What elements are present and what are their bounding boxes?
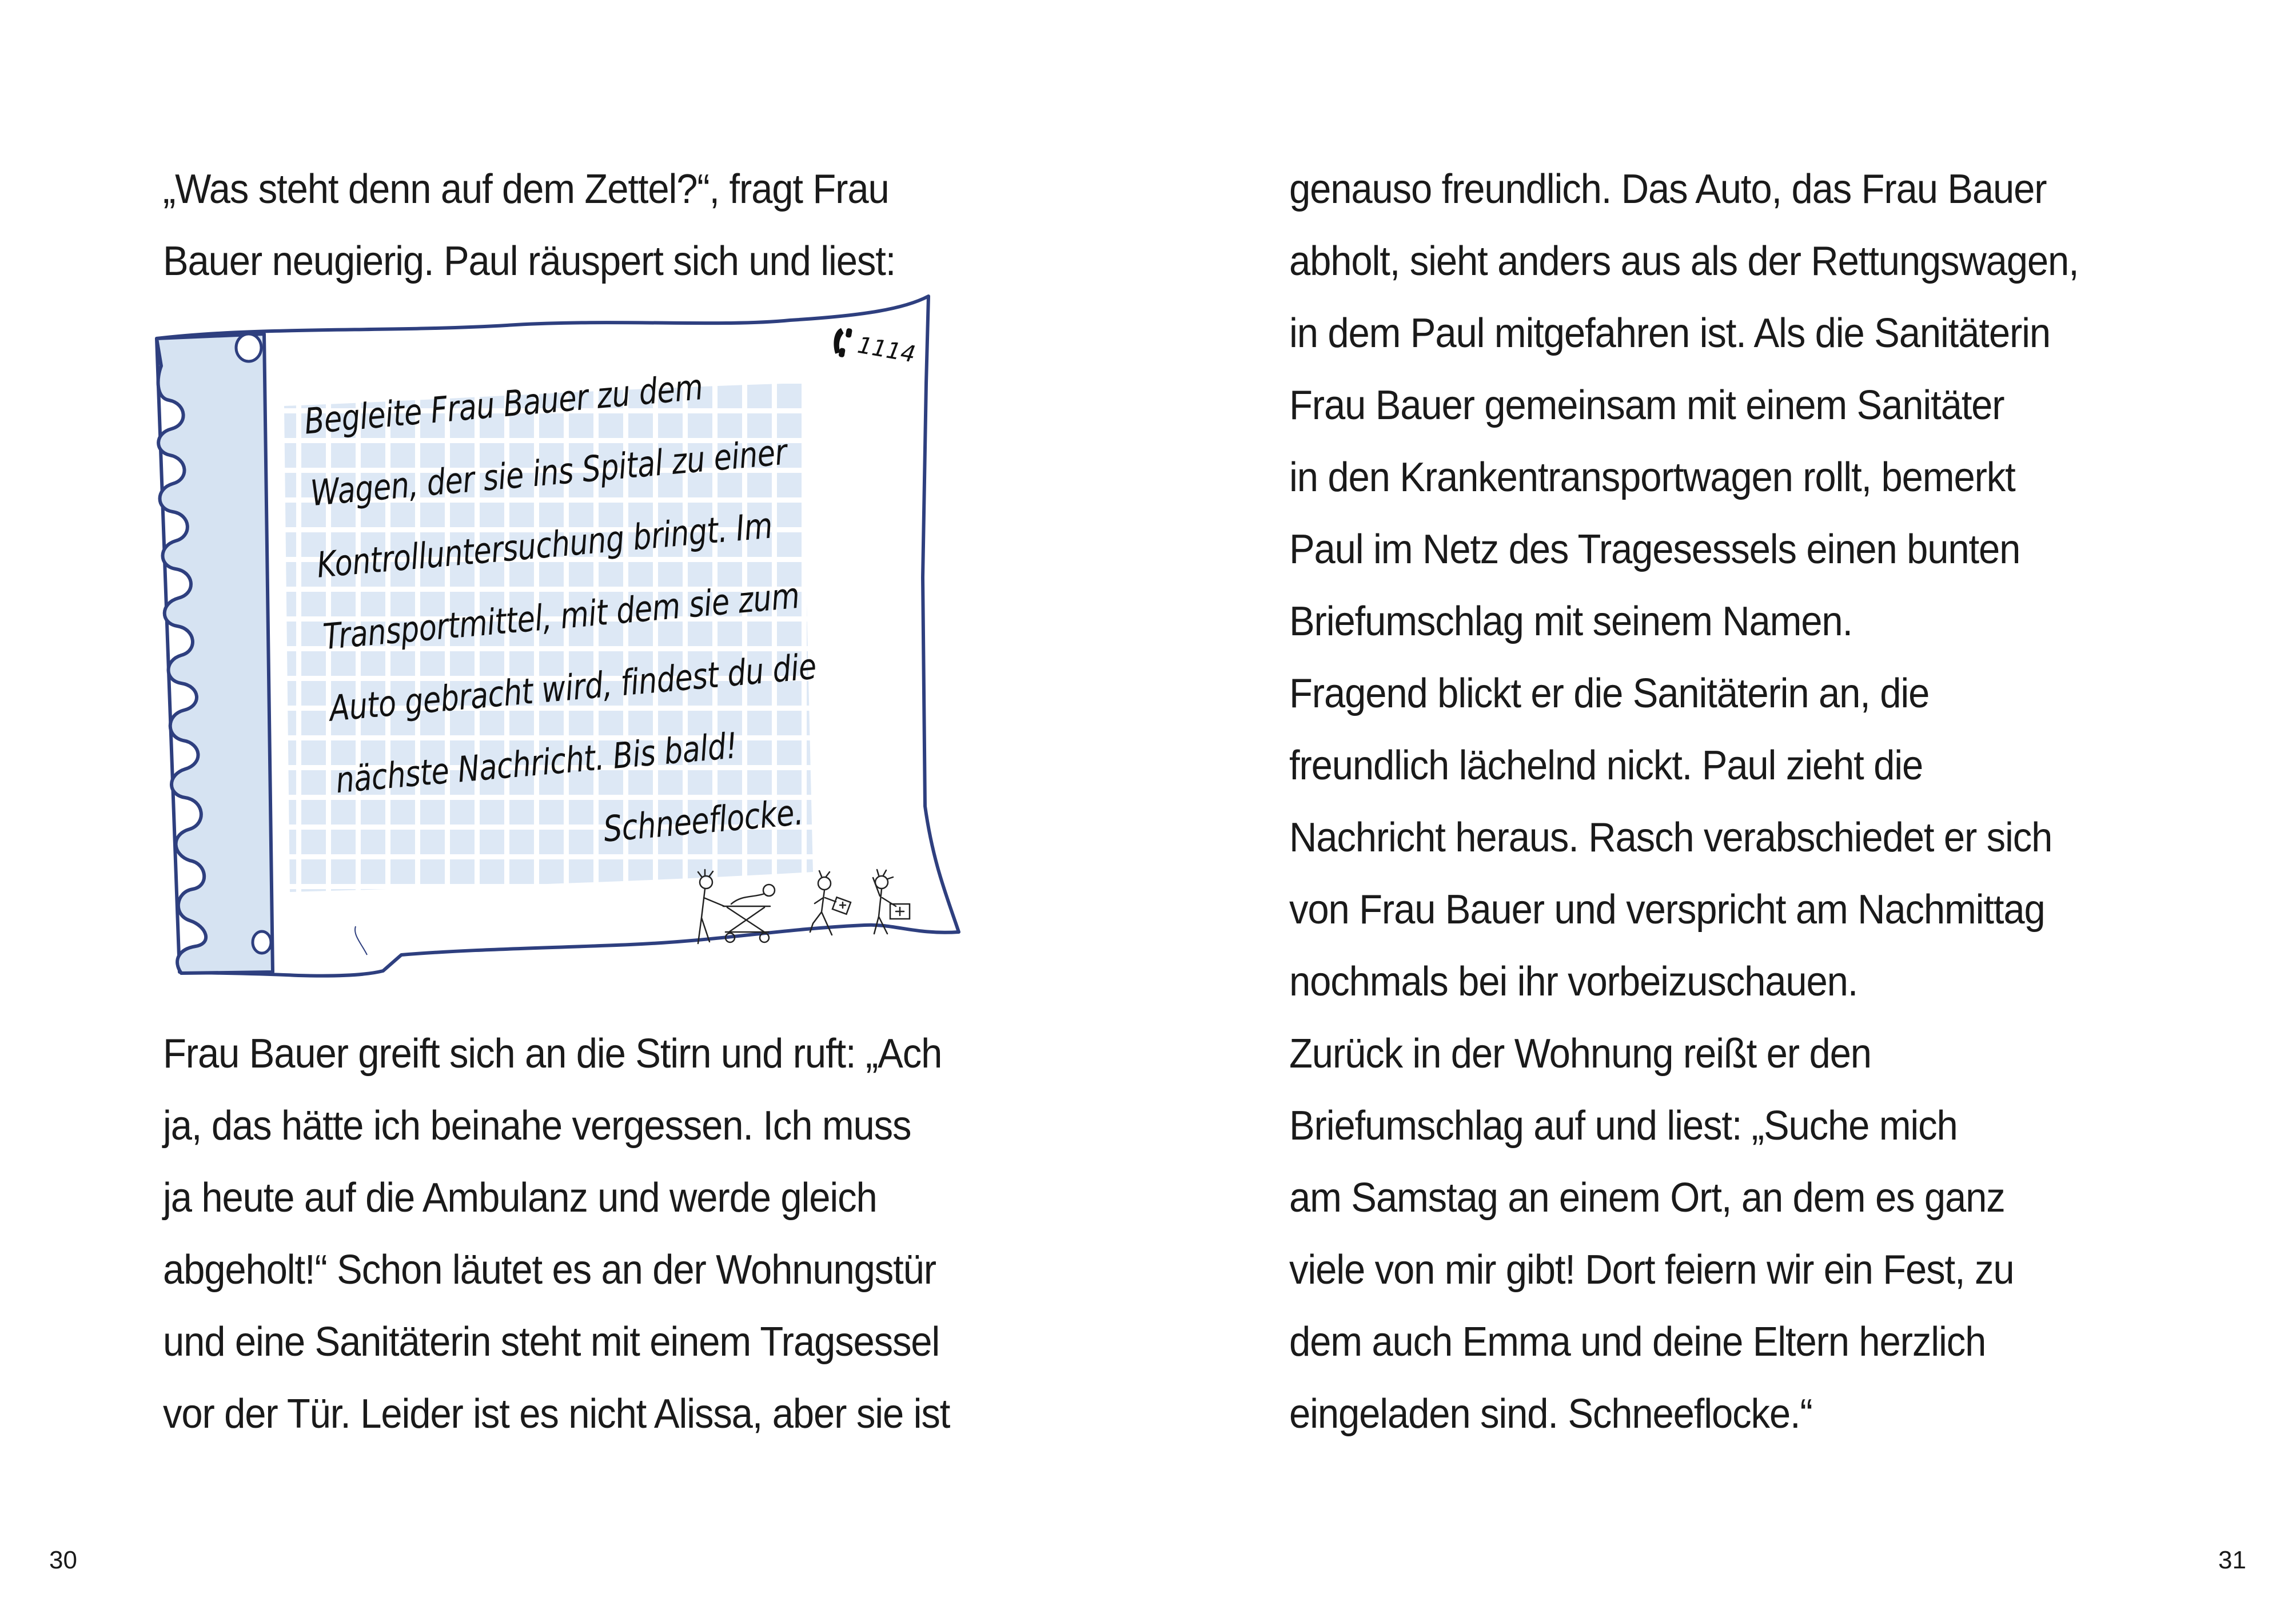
text-line: viele von mir gibt! Dort feiern wir ein Fest, zu [1289, 1247, 2014, 1293]
text-line: am Samstag an einem Ort, an dem es ganz [1289, 1175, 2005, 1221]
text-line: Zurück in der Wohnung reißt er den [1289, 1031, 1871, 1077]
note-line: nächste Nachricht. Bis bald! [334, 724, 739, 802]
note-line: Kontrolluntersuchung bringt. Im [315, 504, 774, 586]
text-line: in dem Paul mitgefahren ist. Als die Sanitäterin [1289, 310, 2051, 356]
right-page [1148, 0, 2296, 1621]
page-number-left: 30 [49, 1546, 77, 1574]
text-line: nochmals bei ihr vorbeizuschauen. [1289, 959, 1858, 1005]
text-line: in den Krankentransportwagen rollt, bemerkt [1289, 455, 2015, 500]
text-line: ja heute auf die Ambulanz und werde gleich [163, 1175, 877, 1221]
text-line: Paul im Netz des Tragesessels einen bunten [1289, 527, 2020, 572]
paragraph-main [1289, 153, 2079, 1450]
text-line: ja, das hätte ich beinahe vergessen. Ich muss [163, 1103, 911, 1149]
paramedic-stick-figures-icon [684, 866, 970, 946]
text-line: genauso freundlich. Das Auto, das Frau Bauer [1289, 166, 2047, 212]
text-line: dem auch Emma und deine Eltern herzlich [1289, 1319, 1986, 1365]
note-line: Begleite Frau Bauer zu dem [302, 365, 705, 443]
text-line: freundlich lächelnd nickt. Paul zieht die [1289, 743, 1923, 788]
text-line: abgeholt!“ Schon läutet es an der Wohnungstür [163, 1247, 936, 1293]
paragraph-frau-bauer [163, 1018, 950, 1450]
text-line: Briefumschlag mit seinem Namen. [1289, 599, 1853, 644]
paragraph-intro [163, 153, 895, 297]
text-line: Frau Bauer greift sich an die Stirn und ruft: „Ach [163, 1031, 942, 1077]
text-line: eingeladen sind. Schneeflocke.“ [1289, 1391, 1812, 1437]
text-line: Nachricht heraus. Rasch verabschiedet er sich [1289, 815, 2052, 861]
text-line: von Frau Bauer und verspricht am Nachmittag [1289, 887, 2045, 933]
text-line: Frau Bauer gemeinsam mit einem Sanitäter [1289, 383, 2004, 428]
text-line: „Was steht denn auf dem Zettel?“, fragt Frau [163, 166, 889, 212]
handwritten-note-illustration [150, 292, 996, 1006]
phone-number-text: 1114 [855, 332, 918, 368]
note-line: Auto gebracht wird, findest du die [328, 645, 818, 730]
note-line: Wagen, der sie ins Spital zu einer [309, 431, 788, 515]
phone-handset-icon [828, 324, 856, 360]
text-line: Fragend blickt er die Sanitäterin an, die [1289, 671, 1930, 716]
note-signature: Schneeflocke. [601, 791, 805, 850]
text-line: vor der Tür. Leider ist es nicht Alissa, aber sie ist [163, 1391, 950, 1437]
text-line: Bauer neugierig. Paul räuspert sich und liest: [163, 238, 896, 284]
text-line: abholt, sieht anders aus als der Rettungswagen, [1289, 238, 2079, 284]
note-line: Transportmittel, mit dem sie zum [321, 574, 802, 658]
note-message [301, 341, 859, 888]
text-line: Briefumschlag auf und liest: „Suche mich [1289, 1103, 1958, 1149]
page-number-right: 31 [2218, 1546, 2246, 1574]
text-line: und eine Sanitäterin steht mit einem Tragsessel [163, 1319, 940, 1365]
